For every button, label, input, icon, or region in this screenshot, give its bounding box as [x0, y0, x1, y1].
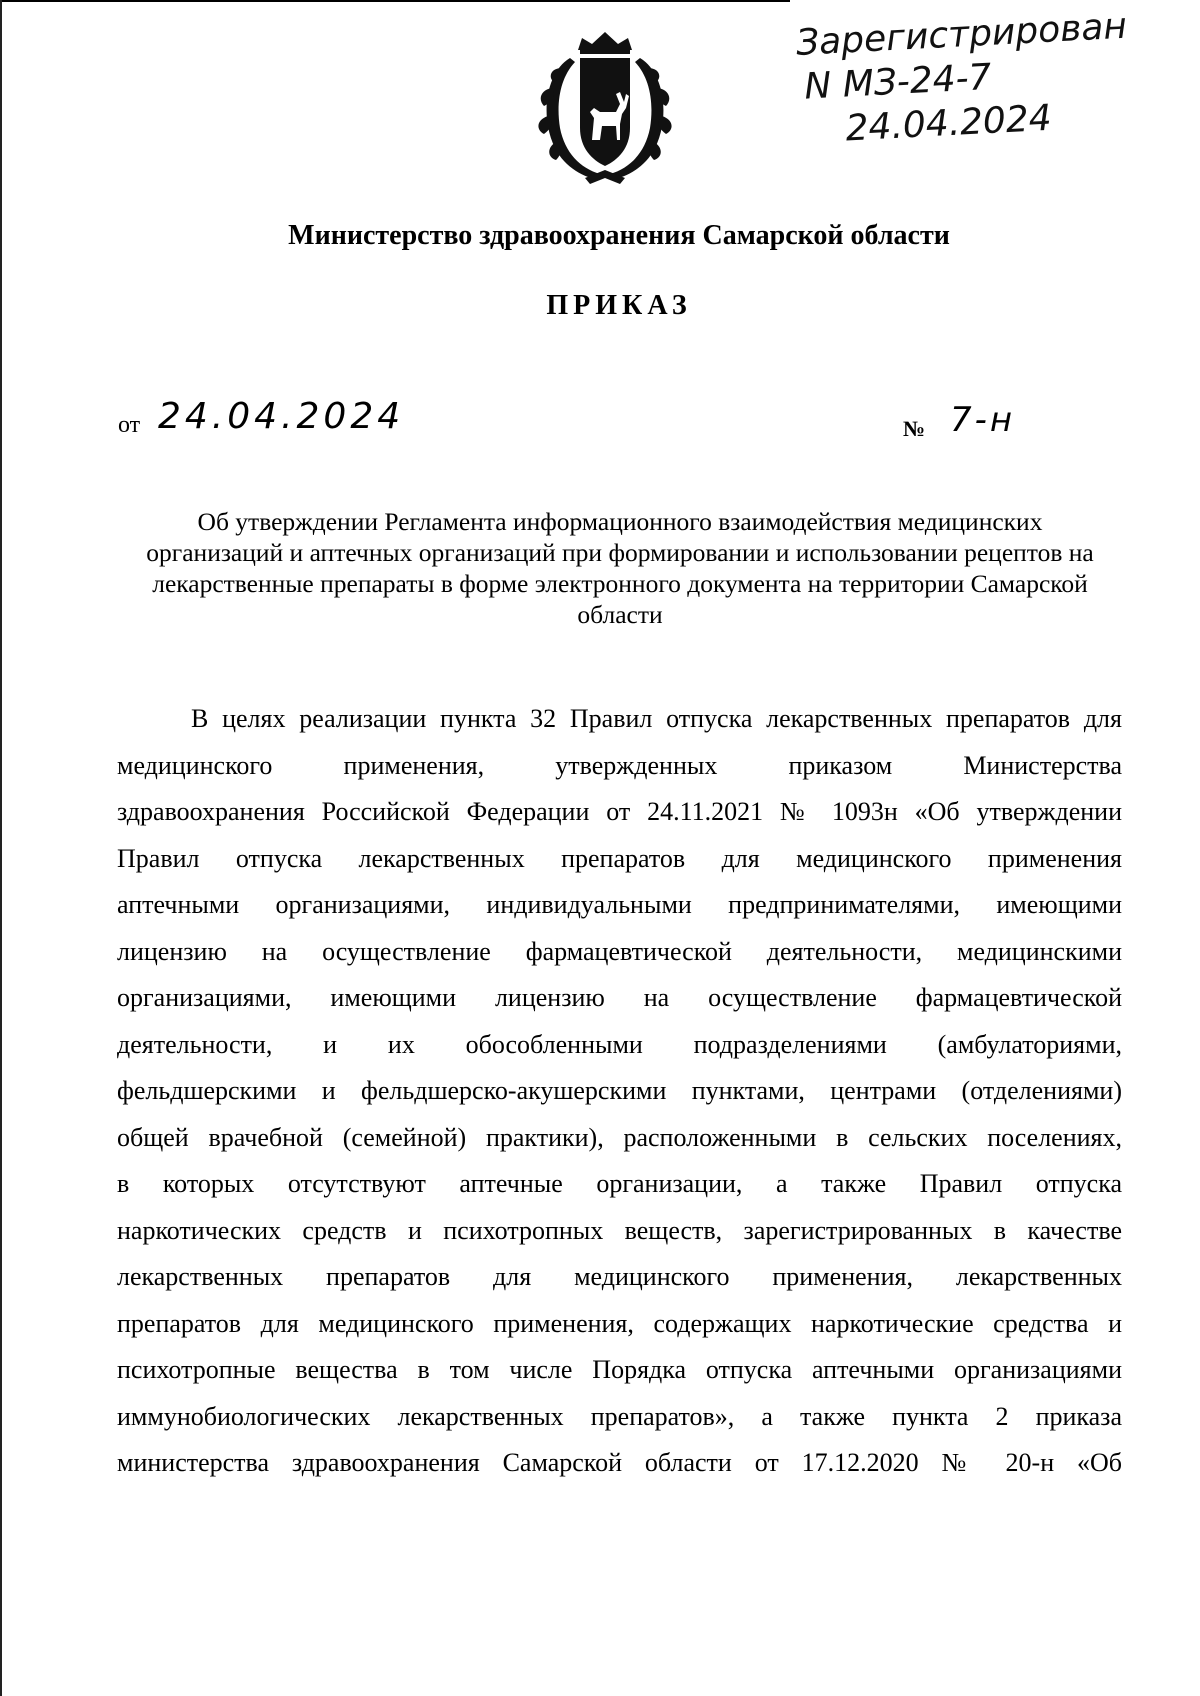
body-line: аптечными организациями, индивидуальными предпринимателями, имеющими [117, 890, 1122, 919]
body-line: В целях реализации пункта 32 Правил отпуска лекарственных препаратов для [191, 704, 1122, 733]
document-type-title: ПРИКАЗ [546, 290, 692, 321]
body-line: наркотических средств и психотропных веществ, зарегистрированных в качестве [117, 1215, 1122, 1245]
body-line: иммунобиологических лекарственных препаратов», а также пункта 2 приказа [117, 1401, 1122, 1431]
body-line: препаратов для медицинского применения, содержащих наркотические средства и [117, 1308, 1122, 1338]
body-line: фельдшерскими и фельдшерско-акушерскими пунктами, центрами (отделениями) [117, 1076, 1122, 1105]
body-line: психотропные вещества в том числе Порядка отпуска аптечными организациями [117, 1355, 1122, 1384]
stamp-line-number: N МЗ-24-7 [803, 56, 993, 108]
body-line: здравоохранения Российской Федерации от 24.11.2021 № 1093н «Об утверждении [117, 797, 1122, 826]
body-paragraph [117, 696, 1122, 1487]
body-line: медицинского применения, утвержденных приказом Министерства [117, 750, 1122, 780]
body-line: лекарственных препаратов для медицинского применения, лекарственных [117, 1262, 1122, 1291]
order-subject: Об утверждении Регламента информационного взаимодействия медицинских организаций и аптечных организаций при формировании и использовании рецептов на лекарственные препараты в форме электронного документа на территории Самарской области [146, 507, 1094, 629]
body-line: общей врачебной (семейной) практики), расположенными в сельских поселениях, [117, 1122, 1122, 1152]
handwritten-date: 24.04.2024 [158, 396, 405, 437]
scan-edge-left [0, 0, 2, 1696]
number-label: № [903, 416, 926, 441]
body-line: в которых отсутствуют аптечные организации, а также Правил отпуска [117, 1169, 1122, 1198]
body-line: министерства здравоохранения Самарской области от 17.12.2020 № 20-н «Об [117, 1448, 1122, 1477]
body-line: лицензию на осуществление фармацевтической деятельности, медицинскими [117, 936, 1122, 966]
stamp-line-date: 24.04.2024 [844, 97, 1053, 150]
stamp-line-registered: Зарегистрирован [795, 5, 1128, 64]
registration-stamp [795, 4, 1141, 154]
date-label: от [118, 412, 141, 438]
body-line: деятельности, и их обособленными подразделениями (амбулаториями, [117, 1029, 1122, 1059]
handwritten-order-number: 7-н [950, 400, 1016, 440]
body-line: организациями, имеющими лицензию на осуществление фармацевтической [117, 983, 1122, 1012]
scan-edge-top [0, 0, 790, 2]
body-line: Правил отпуска лекарственных препаратов для медицинского применения [117, 843, 1122, 873]
ministry-name: Министерство здравоохранения Самарской области [288, 220, 950, 251]
coat-of-arms-emblem [530, 28, 680, 188]
